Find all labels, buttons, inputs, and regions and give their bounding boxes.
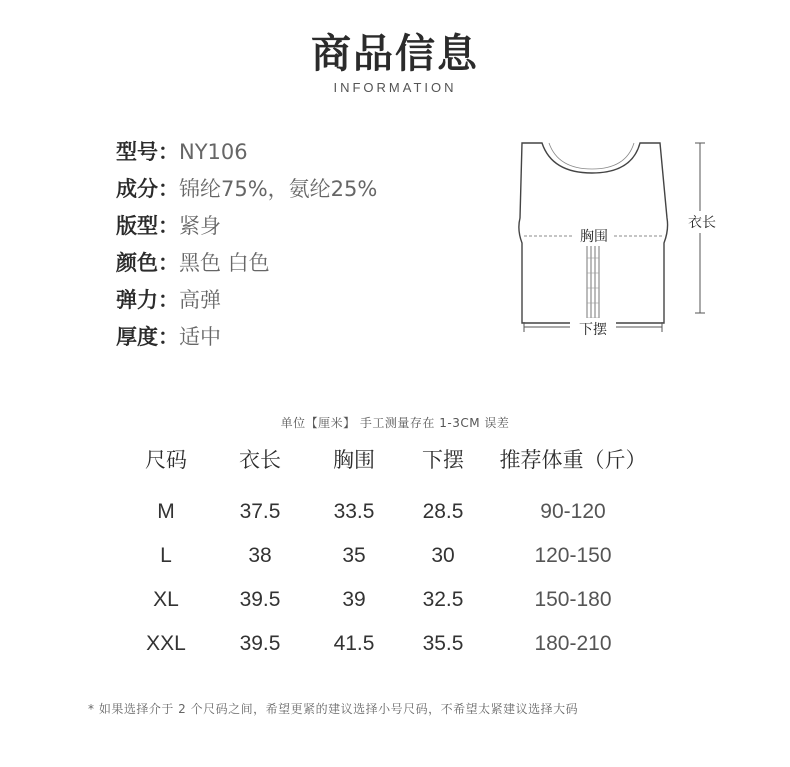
hem-cell: 28.5	[422, 500, 464, 523]
weight-cell: 150-180	[534, 588, 612, 611]
info-key-material: 成分：	[116, 177, 179, 201]
chest-cell: 33.5	[333, 500, 375, 523]
size-footnote: * 如果选择介于 2 个尺码之间，希望更紧的建议选择小号尺码，不希望太紧建议选择大码	[88, 702, 579, 716]
size-cell: XXL	[146, 632, 186, 655]
size-table-header	[120, 440, 660, 478]
length-cell: 39.5	[239, 632, 281, 655]
length-cell: 38	[248, 544, 272, 567]
weight-cell: 120-150	[534, 544, 612, 567]
header-length: 衣长	[239, 448, 281, 472]
weight-cell: 90-120	[540, 500, 606, 523]
chest-label: 胸围	[580, 229, 608, 245]
length-cell: 39.5	[239, 588, 281, 611]
hem-cell: 35.5	[422, 632, 464, 655]
info-row-fit	[116, 211, 377, 248]
info-key-color: 颜色：	[116, 251, 179, 275]
page-subtitle: INFORMATION	[333, 80, 457, 95]
length-label: 衣长	[688, 215, 716, 231]
info-row-model	[116, 137, 377, 174]
product-info-list	[116, 137, 377, 359]
hem-cell: 30	[431, 544, 455, 567]
header-weight: 推荐体重（斤）	[499, 448, 647, 472]
info-value-fit: 紧身	[179, 214, 221, 238]
header-spacer	[120, 478, 660, 490]
table-row	[120, 622, 660, 666]
header-hem: 下摆	[422, 448, 464, 472]
info-value-thickness: 适中	[179, 325, 221, 349]
info-value-color: 黑色 白色	[179, 251, 270, 275]
garment-measurement-diagram	[512, 133, 727, 343]
info-row-color	[116, 248, 377, 285]
unit-note: 单位【厘米】 手工测量存在 1-3CM 误差	[280, 416, 510, 430]
hem-label: 下摆	[579, 322, 607, 338]
table-row	[120, 578, 660, 622]
header-size: 尺码	[145, 448, 187, 472]
info-row-thickness	[116, 322, 377, 359]
size-cell: M	[157, 500, 175, 523]
info-key-thickness: 厚度：	[116, 325, 179, 349]
weight-cell: 180-210	[534, 632, 612, 655]
table-row	[120, 490, 660, 534]
chest-cell: 39	[342, 588, 366, 611]
size-table	[120, 440, 660, 666]
size-cell: XL	[153, 588, 179, 611]
info-value-material: 锦纶75%，氨纶25%	[179, 177, 378, 201]
size-cell: L	[160, 544, 172, 567]
info-key-model: 型号：	[116, 140, 179, 164]
header-chest: 胸围	[333, 448, 375, 472]
hem-cell: 32.5	[422, 588, 464, 611]
info-key-fit: 版型：	[116, 214, 179, 238]
info-value-model: NY106	[179, 140, 248, 164]
info-key-elasticity: 弹力：	[116, 288, 179, 312]
info-value-elasticity: 高弹	[179, 288, 221, 312]
info-row-elasticity	[116, 285, 377, 322]
table-row	[120, 534, 660, 578]
neckline-inner	[549, 143, 634, 169]
chest-cell: 35	[342, 544, 366, 567]
page-title: 商品信息	[311, 31, 479, 77]
info-row-material	[116, 174, 377, 211]
chest-cell: 41.5	[333, 632, 375, 655]
length-cell: 37.5	[239, 500, 281, 523]
